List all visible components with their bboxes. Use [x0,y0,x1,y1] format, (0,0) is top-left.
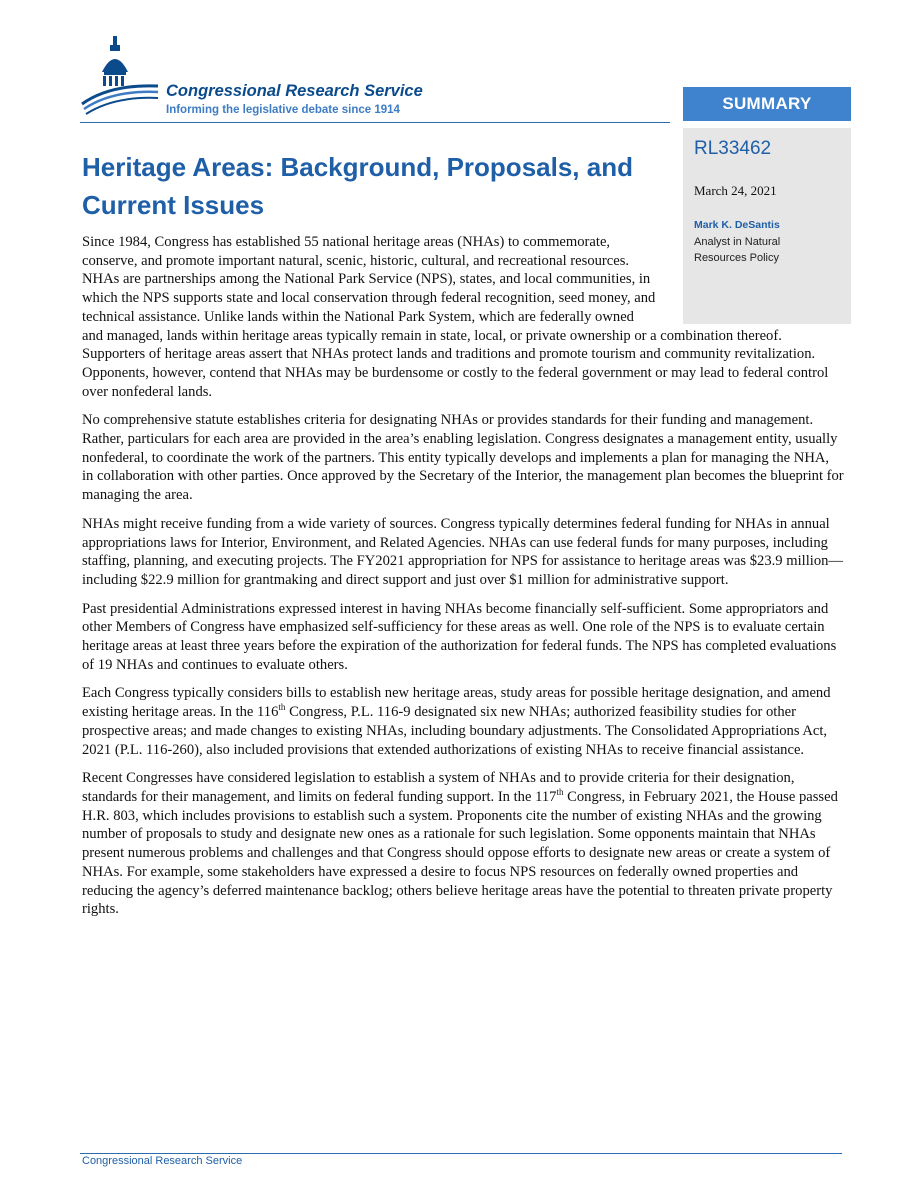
ordinal-suffix: th [556,787,564,798]
footer-divider [80,1153,842,1154]
paragraph-text: Each Congress typically considers bills to establish new heritage areas, study areas for possible heritage designation, and amend existing heritage areas. In the 116 [82,685,831,721]
org-name: Congressional Research Service [166,82,423,100]
paragraph-text: Congress, P.L. 116-9 designated six new NHAs; authorized feasibility studies for other prospective areas; and made changes to existing NHAs, including boundary adjustments. The Consolidated Appropriations Act, 2021 (P.L. 116-260), also included provisions that extended authorizations of existing NHAs to receive financial assistance. [82,704,828,758]
author-name: Mark K. DeSantis [694,219,780,231]
report-date: March 24, 2021 [694,183,777,198]
sidebar-wrap-spacer [658,233,844,321]
paragraph-text: Congress, in February 2021, the House passed H.R. 803, which includes provisions to establish such a system. Proponents cite the number of existing NHAs and the growing number of proposals to study and designate new ones as a rationale for such legislation. Some opponents maintain that NHAs present numerous problems and challenges and that Congress should oppose efforts to designate new areas or create a system of NHAs. For example, some stakeholders have expressed a desire to focus NPS resources on federally owned properties and reducing the agency’s deferred maintenance backlog; others believe heritage areas have the potential to threaten private property rights. [82,788,838,918]
summary-body [82,233,844,929]
header-divider [80,122,670,123]
org-tagline: Informing the legislative debate since 1914 [166,104,400,116]
report-id: RL33462 [694,138,772,159]
author-title: Analyst in Natural Resources Policy [694,236,781,264]
paragraph [82,769,844,919]
summary-label: SUMMARY [683,87,851,121]
capitol-dome-icon [80,34,166,124]
ordinal-suffix: th [278,702,286,713]
paragraph: Since 1984, Congress has established 55 national heritage areas (NHAs) to commemorate, conserve, and promote important natural, scenic, historic, cultural, and recreational resources. NHAs are partnerships among the National Park Service (NPS), states, and local communities, in which the NPS supports state and local conservation through federal recognition, seed money, and technical assistance. Unlike lands within the National Park System, which are federally owned and managed, lands within heritage areas typically remain in state, local, or private ownership or a combination thereof. Supporters of heritage areas assert that NHAs protect lands and traditions and promote tourism and community revitalization. Opponents, however, contend that NHAs may be burdensome or costly to the federal government or may lead to federal control over nonfederal lands. [82,234,829,400]
paragraph: NHAs might receive funding from a wide variety of sources. Congress typically determines federal funding for NHAs in annual appropriations laws for Interior, Environment, and Related Agencies. NHAs can use federal funds for many purposes, including staffing, planning, and executing projects. The FY2021 appropriation for NPS for assistance to heritage areas was $23.9 million—including $22.9 million for grantmaking and direct support and just over $1 million for administrative support. [82,515,844,588]
paragraph [82,684,844,759]
paragraph: No comprehensive statute establishes criteria for designating NHAs or provides standards for their funding and management. Rather, particulars for each area are provided in the area’s enabling legislation. Congress designates a management entity, usually nonfederal, to coordinate the work of the partners. This entity typically develops and implements a plan for managing the NHA, in collaboration with other parties. Once approved by the Secretary of the Interior, the management plan becomes the blueprint for managing the area. [82,412,844,504]
footer-text: Congressional Research Service [82,1155,243,1167]
page-title: Heritage Areas: Background, Proposals, and Current Issues [82,152,633,220]
paragraph: Past presidential Administrations expressed interest in having NHAs become financially self-sufficient. Some appropriators and other Members of Congress have emphasized self-sufficiency for these areas as well. One role of the NPS is to evaluate certain heritage areas at least three years before the expiration of the authorization for federal funds. The NPS has completed evaluations of 19 NHAs and continues to evaluate others. [82,600,837,673]
crs-logo [80,34,480,124]
paragraph-text: Recent Congresses have considered legislation to establish a system of NHAs and to provide criteria for their designation, standards for their management, and limits on federal funding support. In the 117 [82,770,795,805]
